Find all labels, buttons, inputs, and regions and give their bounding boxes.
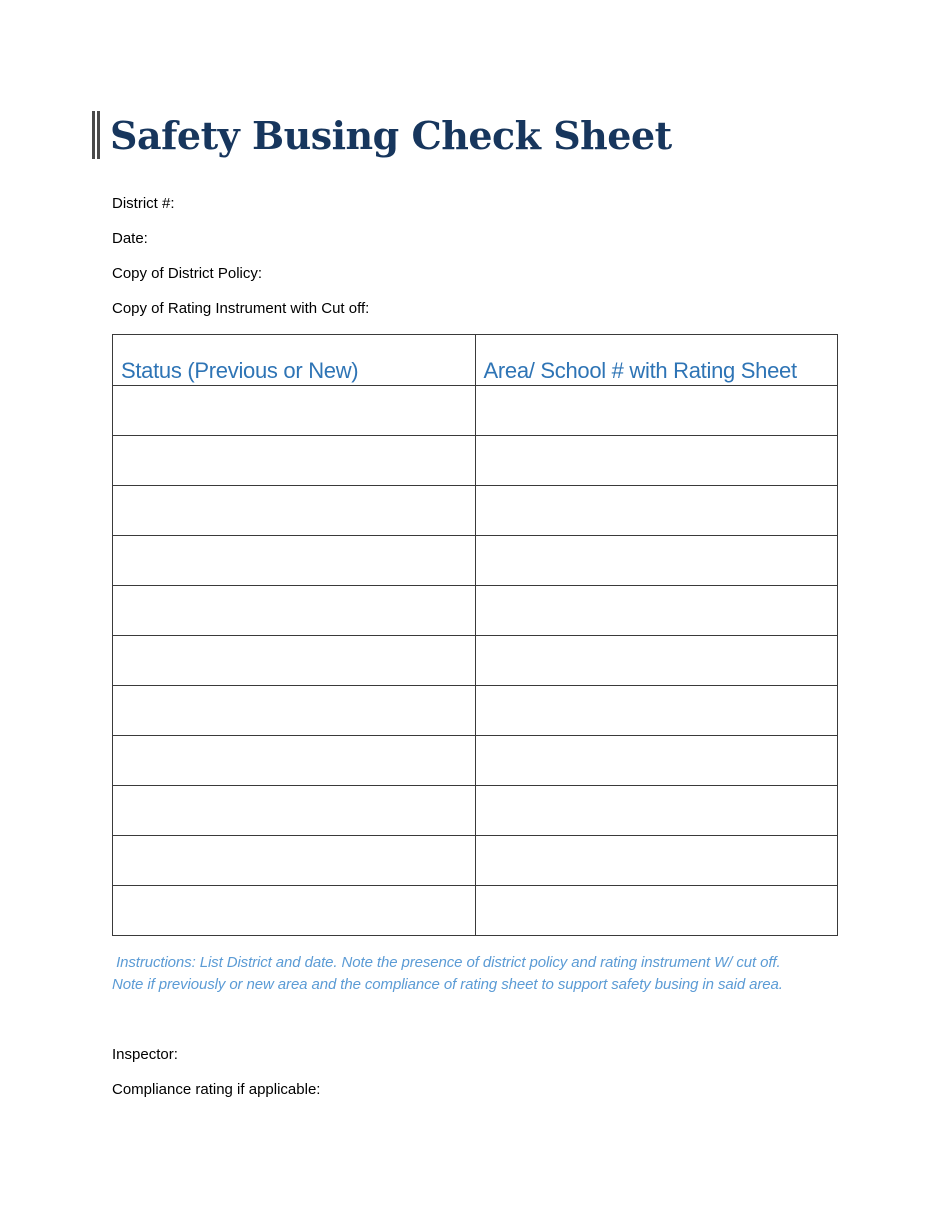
status-cell[interactable]: [113, 586, 476, 636]
table-row: [113, 386, 838, 436]
area-school-cell[interactable]: [475, 636, 838, 686]
table-row: [113, 486, 838, 536]
area-school-cell[interactable]: [475, 686, 838, 736]
status-cell[interactable]: [113, 736, 476, 786]
compliance-rating-field-label: Compliance rating if applicable:: [112, 1081, 321, 1098]
status-cell[interactable]: [113, 386, 476, 436]
area-school-cell[interactable]: [475, 436, 838, 486]
status-cell[interactable]: [113, 486, 476, 536]
rating-instrument-field-label: Copy of Rating Instrument with Cut off:: [112, 300, 370, 317]
district-policy-field-label: Copy of District Policy:: [112, 265, 263, 282]
table-row: [113, 836, 838, 886]
status-cell[interactable]: [113, 636, 476, 686]
status-column-header: Status (Previous or New): [113, 335, 476, 386]
table-row: [113, 686, 838, 736]
table-row: [113, 436, 838, 486]
area-school-cell[interactable]: [475, 486, 838, 536]
table-row: [113, 736, 838, 786]
table-row: [113, 536, 838, 586]
table-row: [113, 636, 838, 686]
area-school-cell[interactable]: [475, 386, 838, 436]
status-cell[interactable]: [113, 886, 476, 936]
area-school-cell[interactable]: [475, 586, 838, 636]
table-row: [113, 586, 838, 636]
area-school-cell[interactable]: [475, 786, 838, 836]
area-school-cell[interactable]: [475, 536, 838, 586]
inspector-field-label: Inspector:: [112, 1046, 178, 1063]
title-accent-bars: [92, 111, 102, 159]
district-field-label: District #:: [112, 195, 175, 212]
area-school-cell[interactable]: [475, 736, 838, 786]
area-school-column-header: Area/ School # with Rating Sheet: [475, 335, 838, 386]
status-cell[interactable]: [113, 836, 476, 886]
accent-bar: [92, 111, 95, 159]
area-school-cell[interactable]: [475, 886, 838, 936]
status-cell[interactable]: [113, 536, 476, 586]
accent-bar: [97, 111, 100, 159]
page-title: Safety Busing Check Sheet: [110, 112, 672, 158]
table-row: [113, 886, 838, 936]
area-school-cell[interactable]: [475, 836, 838, 886]
check-sheet-table: [112, 334, 838, 936]
status-cell[interactable]: [113, 436, 476, 486]
table-header-row: [113, 335, 838, 386]
instructions-text: [112, 952, 842, 996]
status-cell[interactable]: [113, 786, 476, 836]
date-field-label: Date:: [112, 230, 148, 247]
table-row: [113, 786, 838, 836]
status-cell[interactable]: [113, 686, 476, 736]
instructions-line: Instructions: List District and date. Note the presence of district policy and rating instrument W/ cut off.: [112, 954, 781, 971]
instructions-line: Note if previously or new area and the compliance of rating sheet to support safety busing in said area.: [112, 976, 783, 993]
title-block: [92, 110, 672, 160]
